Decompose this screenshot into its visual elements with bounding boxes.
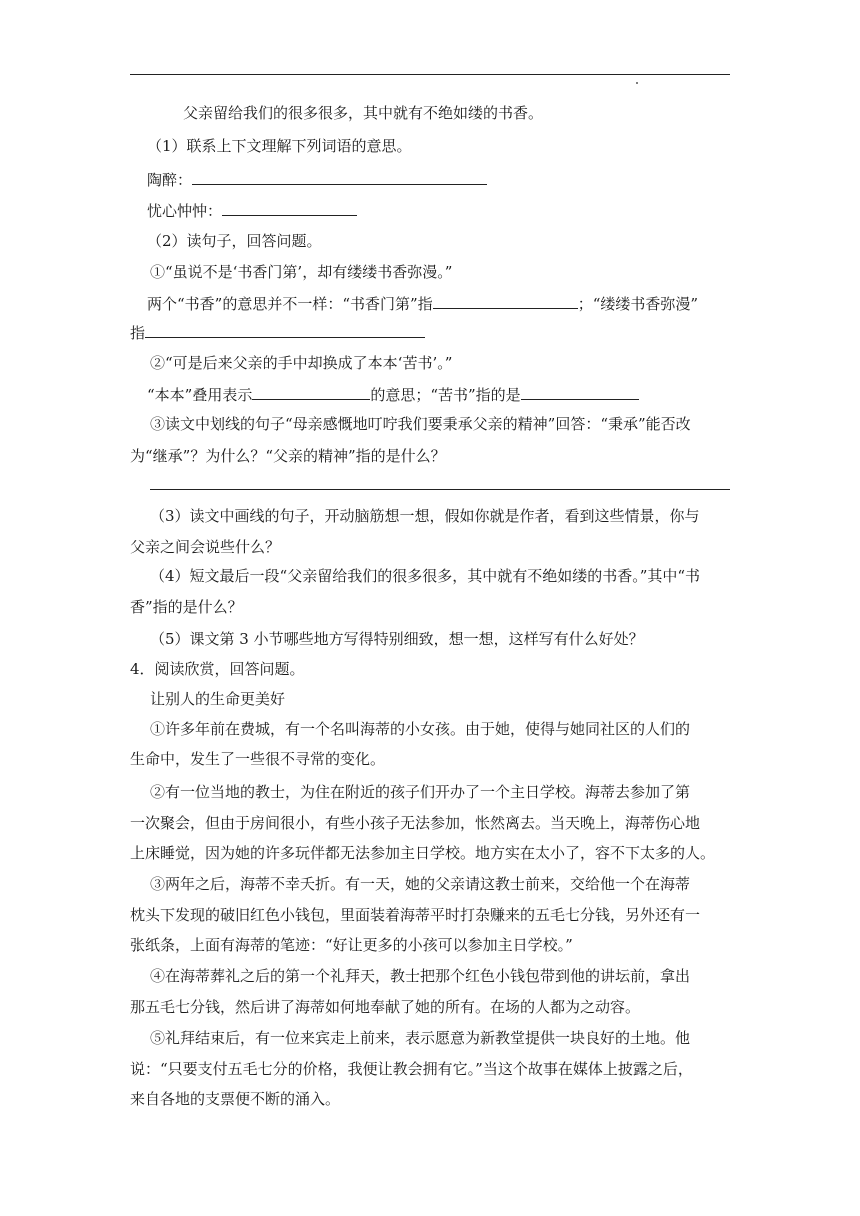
section4-heading: 4．阅读欣赏，回答问题。: [130, 660, 305, 678]
article-p4-l1: ④在海蒂葬礼之后的第一个礼拜天，教士把那个红色小钱包带到他的讲坛前，拿出: [150, 967, 691, 985]
article-p3-l3: 张纸条，上面有海蒂的笔迹：“好让更多的小孩可以参加主日学校。”: [130, 936, 573, 954]
s2-question-text-a: “本本”叠用表示: [147, 386, 253, 404]
article-p4-l2: 那五毛七分钱，然后讲了海蒂如何地奉献了她的所有。在场的人都为之动容。: [130, 998, 641, 1016]
article-title: 让别人的生命更美好: [150, 690, 286, 708]
q4-line1: （4）短文最后一段“父亲留给我们的很多很多，其中就有不绝如缕的书香。”其中“书: [150, 567, 701, 585]
s2-question-text-b: 的意思；“苦书”指的是: [370, 386, 521, 404]
q2-sentence-1: ①“虽说不是‘书香门第’，却有缕缕书香弥漫。”: [150, 263, 453, 281]
lvlv-shuxiang-blank[interactable]: [145, 322, 425, 338]
q2-sentence-1-question: [147, 293, 747, 314]
s1-question-text-c: 指: [130, 324, 146, 342]
q5-line1: （5）课文第 3 小节哪些地方写得特别细致，想一想，这样写有什么好处？: [150, 630, 644, 648]
q1-youxin: [147, 200, 747, 221]
s1-question-text-a: 两个“书香”的意思并不一样：“书香门第”指: [147, 295, 433, 313]
article-p2-l1: ②有一位当地的教士，为住在附近的孩子们开办了一个主日学校。海蒂去参加了第: [150, 783, 691, 801]
taozui-answer-blank[interactable]: [192, 169, 487, 185]
taozui-label: 陶醉：: [147, 171, 193, 189]
article-p1-l1: ①许多年前在费城，有一个名叫海蒂的小女孩。由于她，使得与她同社区的人们的: [150, 720, 691, 738]
article-p2-l2: 一次聚会，但由于房间很小，有些小孩子无法参加，怅然离去。当天晚上，海蒂伤心地: [130, 814, 701, 832]
article-p3-l1: ③两年之后，海蒂不幸夭折。有一天，她的父亲请这教士前来，交给他一个在海蒂: [150, 875, 691, 893]
q1-prompt: （1）联系上下文理解下列词语的意思。: [147, 137, 412, 155]
header-dot: [636, 82, 638, 84]
article-p3-l2: 枕头下发现的破旧红色小钱包，里面装着海蒂平时打杂赚来的五毛七分钱，另外还有一: [130, 906, 701, 924]
q4-line2: 香”指的是什么？: [130, 598, 243, 616]
article-p5-l3: 来自各地的支票便不断的涌入。: [130, 1090, 341, 1108]
q3-line1: （3）读文中画线的句子，开动脑筋想一想，假如你就是作者，看到这些情景，你与: [150, 507, 700, 525]
q3-line2: 父亲之间会说些什么？: [130, 538, 281, 556]
q2-sentence-1-question-cont: [130, 322, 730, 343]
q2-answer-line[interactable]: [150, 489, 730, 490]
q1-taozui: [147, 169, 747, 190]
youxin-label: 忧心忡忡：: [147, 202, 223, 220]
q2-sentence-3-line2: 为“继承”？为什么？“父亲的精神”指的是什么？: [130, 447, 446, 465]
header-rule: [130, 74, 730, 75]
q2-sentence-3-line1: ③读文中划线的句子“母亲感慨地叮咛我们要秉承父亲的精神”回答：“秉承”能否改: [150, 415, 691, 433]
article-p5-l2: 说：“只要支付五毛七分的价格，我便让教会拥有它。”当这个故事在媒体上披露之后，: [130, 1060, 693, 1078]
s1-question-text-b: ；“缕缕书香弥漫”: [577, 295, 699, 313]
q2-sentence-2-question: [147, 384, 747, 405]
youxin-answer-blank[interactable]: [222, 200, 357, 216]
intro-line: 父亲留给我们的很多很多，其中就有不绝如缕的书香。: [183, 104, 544, 122]
kushu-blank[interactable]: [521, 384, 639, 400]
q2-prompt: （2）读句子，回答问题。: [147, 232, 322, 250]
article-p1-l2: 生命中，发生了一些很不寻常的变化。: [130, 750, 386, 768]
q2-sentence-2: ②“可是后来父亲的手中却换成了本本‘苦书’。”: [150, 354, 453, 372]
article-p5-l1: ⑤礼拜结束后，有一位来宾走上前来，表示愿意为新教堂提供一块良好的土地。他: [150, 1029, 691, 1047]
article-p2-l3: 上床睡觉，因为她的许多玩伴都无法参加主日学校。地方实在太小了，容不下太多的人。: [130, 844, 716, 862]
shuxiang-mendi-blank[interactable]: [433, 293, 578, 309]
benben-blank[interactable]: [252, 384, 370, 400]
